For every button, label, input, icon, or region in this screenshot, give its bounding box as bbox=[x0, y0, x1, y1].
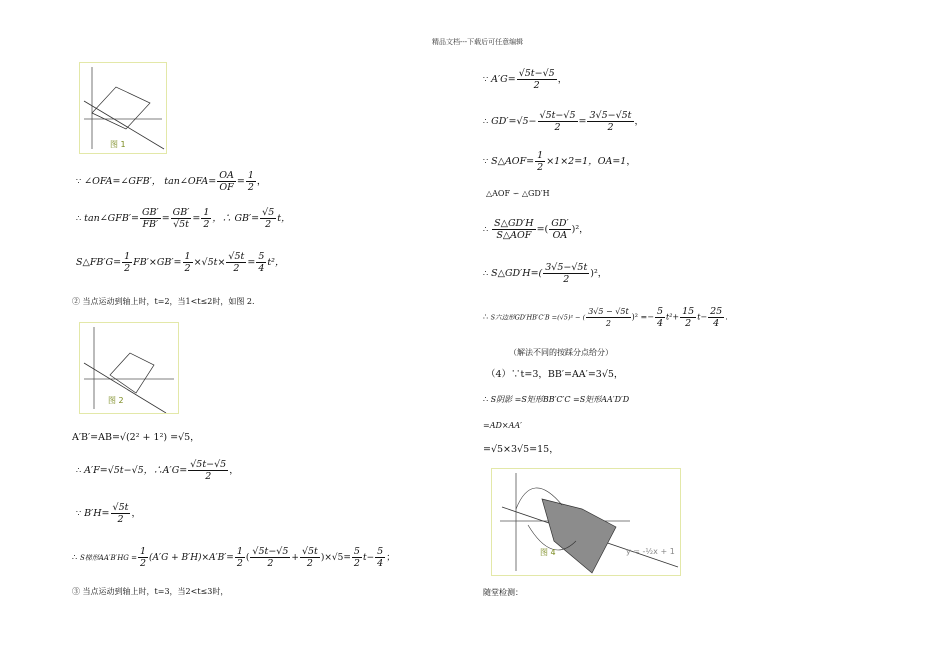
figure-4 bbox=[491, 468, 681, 576]
figure-4-drawing bbox=[492, 469, 680, 575]
right-line-4: △AOF ∽ △GD′H bbox=[486, 189, 550, 198]
left-line-3: S△FB′G= $\frac{1}{2}$ FB′×GB′= $\frac{1}{2}$ ×√5t× $\frac{√5t}{2}$ = $\frac{5}{4}$ t²， bbox=[76, 251, 285, 274]
right-line-13: 随堂检测： bbox=[483, 588, 523, 597]
figure-2 bbox=[79, 322, 179, 414]
right-line-6: ∴ S△GD′H=( $\frac{3√5-√5t}{2}$ )²， bbox=[483, 262, 608, 285]
page-header: 精品文档---下载后可任意编辑 bbox=[432, 38, 524, 46]
figure-1-caption: 图 1 bbox=[110, 140, 126, 149]
right-line-8: （解法不同的按踩分点给分） bbox=[509, 348, 613, 357]
left-line-5: A′B′=AB=√(2² + 1²) =√5， bbox=[72, 432, 200, 443]
right-line-7: ∴ S六边形GD′HB′C′B =(√5)² − ( $\frac{3√5 - √5t}{2}$ )² =− $\frac{5}{4}$ t²+ $\frac{15}{2}$ t− $\frac{25}{4}$ . bbox=[483, 306, 728, 329]
left-line-4: ② 当点运动到轴上时，t=2，当1<t≤2时，如图 2. bbox=[72, 297, 255, 306]
right-line-3: ∵ S△AOF= $\frac{1}{2}$ ×1×2=1，OA=1， bbox=[483, 150, 636, 173]
right-line-1: ∵ A′G= $\frac{√5t-√5}{2}$ ， bbox=[483, 68, 568, 91]
right-line-12: =√5×3√5=15， bbox=[483, 444, 559, 455]
left-line-1: ∵ ∠OFA=∠GFB′， tan∠OFA= $\frac{OA}{OF}$ = $\frac{1}{2}$ ， bbox=[76, 170, 267, 193]
left-line-8: ∴ S梯形AA′B′HG = $\frac{1}{2}$ (A′G + B′H)×A′B′= $\frac{1}{2}$ ( $\frac{√5t-√5}{2}$ + $\frac{√5t}{2}$ )×√5= $\frac{5}{2}$ t− $\frac{5}{4}$ ； bbox=[72, 546, 396, 569]
right-line-9: （4）∵t=3，BB′=AA′=3√5， bbox=[486, 369, 624, 380]
right-line-2: ∴ GD′=√5− $\frac{√5t-√5}{2}$ = $\frac{3√5-√5t}{2}$ ， bbox=[483, 110, 645, 133]
left-line-6: ∴ A′F=√5t−√5，∴A′G= $\frac{√5t-√5}{2}$ ， bbox=[76, 459, 239, 482]
right-line-10: ∴ S阴影 =S矩形BB′C′C =S矩形AA′D′D bbox=[483, 395, 630, 404]
left-line-9: ③ 当点运动到轴上时，t=3，当2<t≤3时， bbox=[72, 587, 229, 596]
figure-4-line-label: y = -½x + 1 bbox=[626, 547, 675, 556]
left-line-7: ∵ B′H= $\frac{√5t}{2}$ ， bbox=[76, 502, 141, 525]
figure-2-caption: 图 2 bbox=[108, 396, 124, 405]
right-line-11: =AD×AA′ bbox=[483, 421, 522, 430]
right-line-5: ∴ $\frac{S\triangle GD'H}{\text{S△AOF}}$ =( $\frac{GD'}{OA}$ )²， bbox=[483, 218, 589, 241]
figure-4-caption: 图 4 bbox=[540, 548, 556, 557]
left-line-2: ∴ tan∠GFB′= $\frac{GB'}{FB'}$ = $\frac{GB'}{√5t}$ = $\frac{1}{2}$ ，∴ GB′= $\frac{√5}{2}$ t， bbox=[76, 207, 291, 230]
figure-1 bbox=[79, 62, 167, 154]
figure-2-drawing bbox=[80, 323, 178, 413]
